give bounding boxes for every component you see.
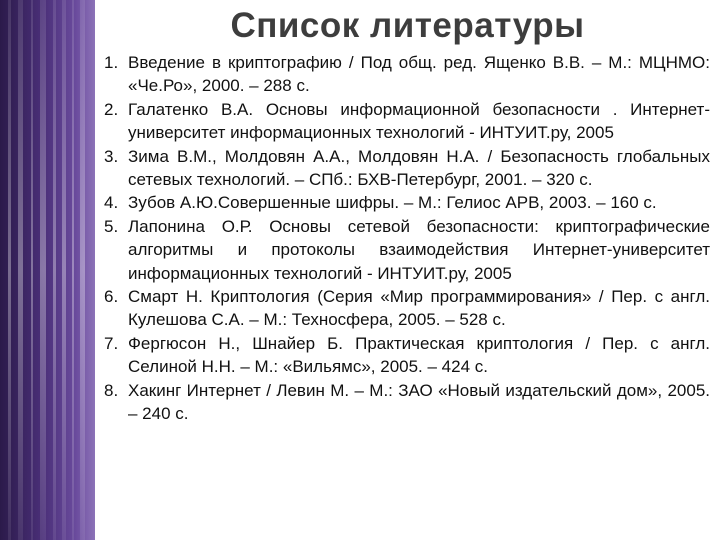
sidebar-stripe (31, 0, 33, 540)
sidebar-stripe (53, 0, 56, 540)
sidebar-stripe (62, 0, 66, 540)
reference-number: 5. (104, 216, 119, 236)
reference-text: Хакинг Интернет / Левин М. – М.: ЗАО «Новый издательский дом», 2005. – 240 с. (128, 380, 710, 424)
reference-text: Зубов А.Ю.Совершенные шифры. – М.: Гелиос АРВ, 2003. – 160 с. (128, 193, 657, 213)
sidebar-stripe (18, 0, 23, 540)
reference-number: 1. (104, 53, 119, 72)
reference-item (104, 191, 710, 214)
reference-number: 6. (104, 287, 119, 307)
reference-list (104, 51, 710, 426)
slide-title: Список литературы (230, 6, 585, 45)
reference-number: 7. (104, 333, 119, 353)
reference-item (104, 379, 710, 426)
reference-number: 2. (104, 99, 119, 119)
reference-number: 3. (104, 146, 119, 166)
reference-item (104, 215, 710, 285)
reference-text: Лапонина О.Р. Основы сетевой безопасности: криптографические алгоритмы и протоколы взаимодействия Интернет-университет информационных технологий - ИНТУИТ.ру, 2005 (128, 216, 710, 283)
reference-text: Смарт Н. Криптология (Серия «Мир программирования» / Пер. с англ. Кулешова С.А. – М.: Техносфера, 2005. – 528 с. (128, 287, 710, 330)
reference-item (104, 285, 710, 332)
reference-number: 8. (104, 380, 119, 400)
reference-item (104, 51, 710, 98)
reference-text: Фергюсон Н., Шнайер Б. Практическая криптология / Пер. с англ. Селиной Н.Н. – М.: «Вильямс», 2005. – 424 с. (128, 333, 710, 377)
decorative-sidebar (0, 0, 95, 540)
reference-text: Зима В.М., Молдовян А.А., Молдовян Н.А. / Безопасность глобальных сетевых технологий. – СПб.: БХВ-Петербург, 2001. – 320 с. (128, 146, 710, 190)
sidebar-stripe (80, 0, 85, 540)
reference-item (104, 98, 710, 145)
reference-number: 4. (104, 193, 119, 213)
reference-item (104, 145, 710, 192)
sidebar-stripe (8, 0, 11, 540)
sidebar-stripe (40, 0, 46, 540)
sidebar-stripe (72, 0, 74, 540)
reference-text: Введение в криптографию / Под общ. ред. Ященко В.В. – М.: МЦНМО: «Че.Ро», 2000. – 288 с. (128, 53, 710, 96)
reference-text: Галатенко В.А. Основы информационной безопасности . Интернет-университет информационных технологий - ИНТУИТ.ру, 2005 (128, 99, 710, 143)
reference-item (104, 332, 710, 379)
